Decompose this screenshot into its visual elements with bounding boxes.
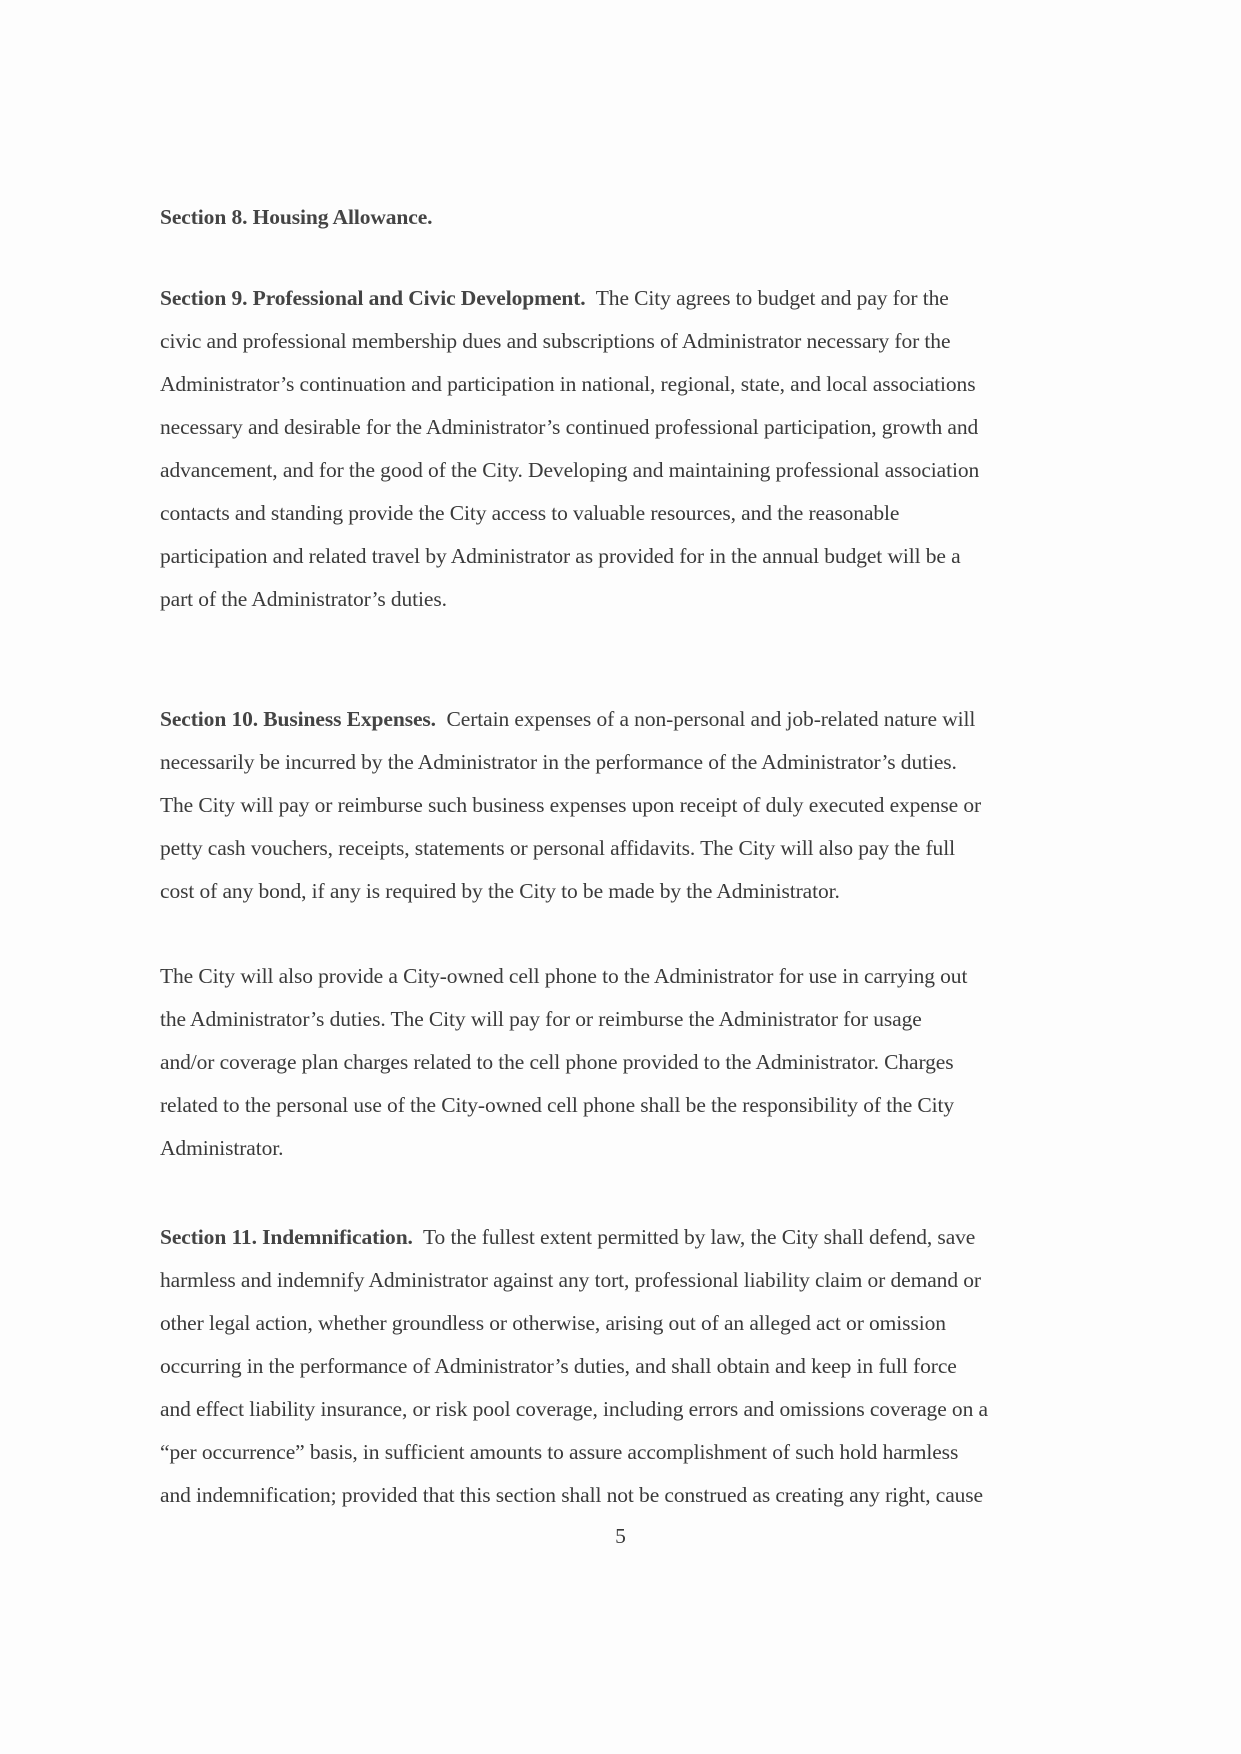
section-9-line: contacts and standing provide the City access to valuable resources, and the reasonable: [160, 501, 900, 525]
section-9-title: Section 9. Professional and Civic Development.: [160, 286, 586, 310]
section-11-line: other legal action, whether groundless or otherwise, arising out of an alleged act or omission: [160, 1311, 946, 1335]
section-11-title: Section 11. Indemnification.: [160, 1225, 413, 1249]
section-11-line: “per occurrence” basis, in sufficient amounts to assure accomplishment of such hold harmless: [160, 1440, 959, 1464]
section-11-line-1: [160, 1224, 975, 1250]
section-10-line: cost of any bond, if any is required by the City to be made by the Administrator.: [160, 879, 840, 903]
section-9-line: part of the Administrator’s duties.: [160, 587, 447, 611]
section-10-text: Certain expenses of a non-personal and job-related nature will: [446, 707, 976, 731]
section-10-p2-line: related to the personal use of the City-owned cell phone shall be the responsibility of the City: [160, 1093, 955, 1117]
section-10-line: petty cash vouchers, receipts, statements or personal affidavits. The City will also pay the full: [160, 836, 955, 860]
section-9-text: The City agrees to budget and pay for the: [595, 286, 949, 310]
section-10-line: The City will pay or reimburse such business expenses upon receipt of duly executed expense or: [160, 793, 982, 817]
section-11-line: harmless and indemnify Administrator against any tort, professional liability claim or demand or: [160, 1268, 981, 1292]
section-9-line: civic and professional membership dues and subscriptions of Administrator necessary for the: [160, 329, 951, 353]
section-9-line: Administrator’s continuation and participation in national, regional, state, and local associations: [160, 372, 976, 396]
section-8-heading: [160, 204, 432, 230]
section-9-line: advancement, and for the good of the City. Developing and maintaining professional association: [160, 458, 980, 482]
section-10-line-1: [160, 706, 975, 732]
section-9-line: necessary and desirable for the Administrator’s continued professional participation, growth and: [160, 415, 979, 439]
section-11-text: To the fullest extent permitted by law, the City shall defend, save: [423, 1225, 976, 1249]
section-9-line: participation and related travel by Administrator as provided for in the annual budget will be a: [160, 544, 961, 568]
section-10-p2-line: Administrator.: [160, 1136, 284, 1160]
section-11-line: and indemnification; provided that this section shall not be construed as creating any right, cause: [160, 1483, 983, 1507]
section-11-line: and effect liability insurance, or risk pool coverage, including errors and omissions coverage on a: [160, 1397, 988, 1421]
section-8-title: Section 8. Housing Allowance.: [160, 205, 433, 229]
section-10-p2-line: the Administrator’s duties. The City will pay for or reimburse the Administrator for usage: [160, 1007, 922, 1031]
section-10-line: necessarily be incurred by the Administrator in the performance of the Administrator’s duties.: [160, 750, 957, 774]
section-10-title: Section 10. Business Expenses.: [160, 707, 436, 731]
section-11-line: occurring in the performance of Administrator’s duties, and shall obtain and keep in full force: [160, 1354, 957, 1378]
section-10-p2-line: and/or coverage plan charges related to the cell phone provided to the Administrator. Charges: [160, 1050, 954, 1074]
section-9-line-1: [160, 285, 949, 311]
section-10-p2-line: The City will also provide a City-owned cell phone to the Administrator for use in carrying out: [160, 964, 968, 988]
page-number: 5: [615, 1524, 626, 1548]
